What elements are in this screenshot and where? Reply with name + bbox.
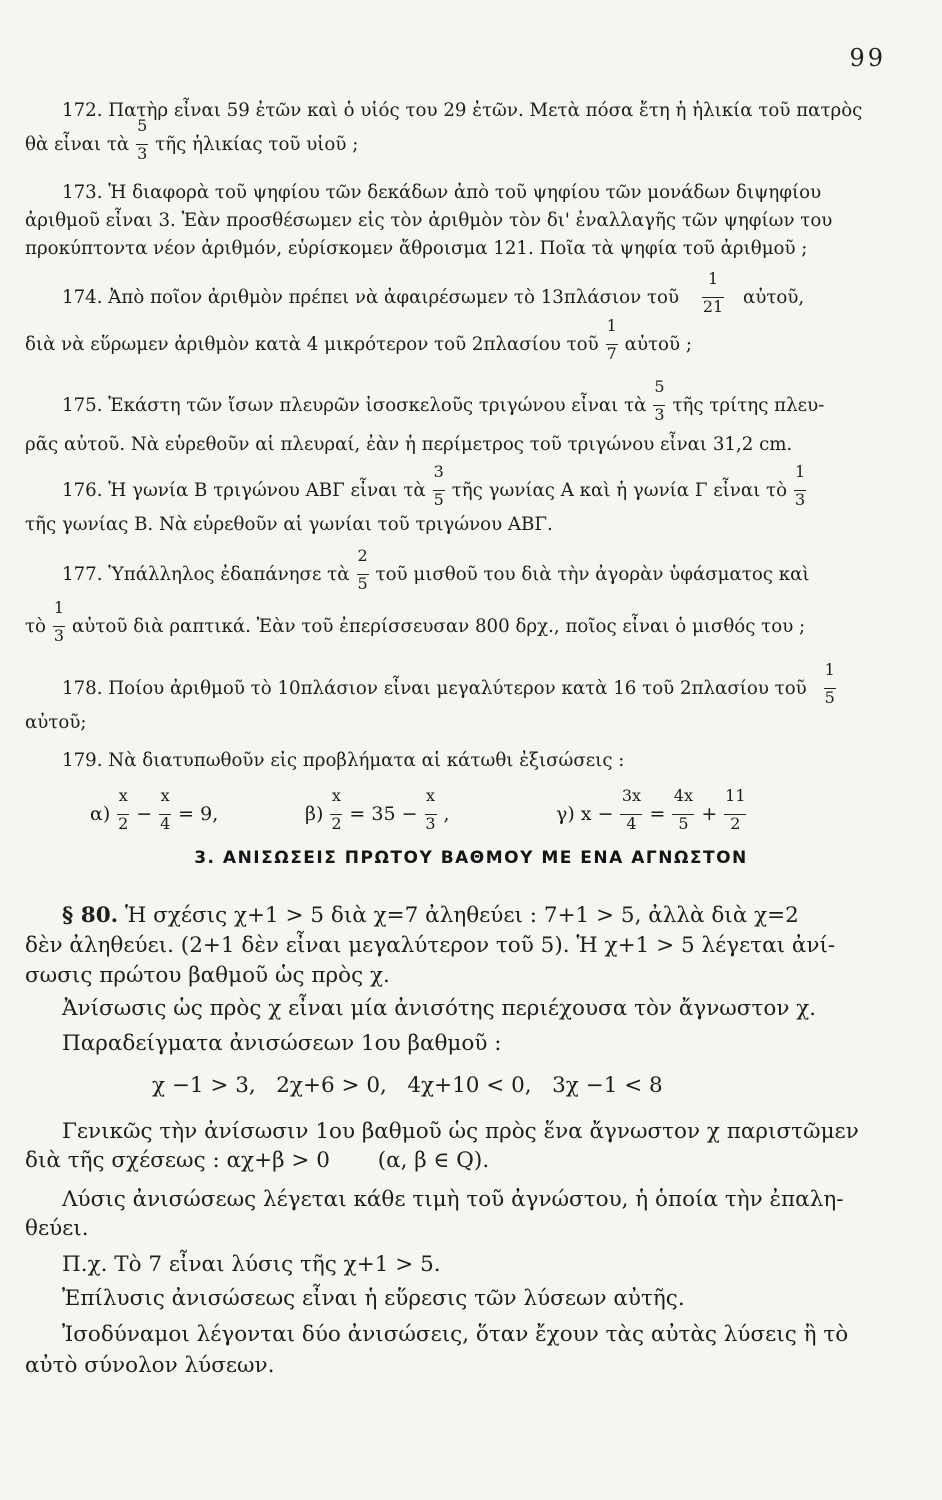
fraction-denominator: 3 [53,626,65,645]
section-title: 3. ΑΝΙΣΩΣΕΙΣ ΠΡΩΤΟΥ ΒΑΘΜΟΥ ΜΕ ΕΝΑ ΑΓΝΩΣΤΟΝ [194,848,748,868]
problem-173-line1: 173. Ἡ διαφορὰ τοῦ ψηφίου τῶν δεκάδων ἀπὸ τοῦ ψηφίου τῶν μονάδων διψηφίου [62,182,822,203]
problem-177-text-c: τὸ [25,616,47,637]
section-80-line2: δὲν ἀληθεύει. (2+1 δὲν εἶναι μεγαλύτερον τοῦ 5). Ἡ χ+1 > 5 λέγεται ἀνί- [25,933,836,958]
plus-sign: + [701,803,718,825]
fraction-1-5 [823,660,837,707]
fraction-numerator: 5 [654,377,665,396]
general-line2: διὰ τῆς σχέσεως : αχ+β > 0 (α, β ∈ Q). [25,1148,490,1173]
fraction-x-2 [116,786,130,833]
problem-175-line1 [62,377,885,424]
general-line1: Γενικῶς τὴν ἀνίσωσιν 1ου βαθμοῦ ὡς πρὸς ἕνα ἄγνωστον χ παριστῶμεν [62,1119,859,1144]
problem-172-text-b: τῆς ἡλικίας τοῦ υἱοῦ ; [155,134,359,155]
fraction-denominator: 3 [794,490,806,509]
problem-174-text-c: διὰ νὰ εὕρωμεν ἀριθμὸν κατὰ 4 μικρότερον τοῦ 2πλασίου τοῦ [25,334,599,355]
page-number: 99 [849,44,886,72]
equation-b-separator: , [443,803,450,825]
examples-intro: Παραδείγματα ἀνισώσεων 1ου βαθμοῦ : [62,1031,502,1056]
problem-177-text-d: αὐτοῦ διὰ ραπτικά. Ἐὰν τοῦ ἐπερίσσευσαν 800 δρχ., ποῖος εἶναι ὁ μισθός του ; [72,616,806,637]
fraction-numerator: 5 [137,116,148,135]
equation-a-rhs: = 9, [178,803,219,825]
problem-175-text-a: 175. Ἑκάστη τῶν ἴσων πλευρῶν ἰσοσκελοῦς τριγώνου εἶναι τὰ [62,395,647,416]
fraction-2-5 [356,546,370,593]
fraction-numerator: x [426,786,436,805]
fraction-numerator: 1 [824,660,835,679]
section-number: § 80. [62,903,119,928]
equation-b-label: β) [305,803,324,825]
equation-c-label: γ) x − [556,803,614,825]
problem-177-line1 [62,546,885,593]
definition-line: Ἀνίσωσις ὡς πρὸς χ εἶναι μία ἀνισότης περιέχουσα τὸν ἄγνωστον χ. [62,996,817,1021]
problem-172-line1: 172. Πατὴρ εἶναι 59 ἐτῶν καὶ ὁ υἱός του 29 ἐτῶν. Μετὰ πόσα ἔτη ἡ ἡλικία τοῦ πατρὸς [62,100,863,121]
fraction-3x-4 [619,786,643,833]
equation-c [556,786,753,833]
example-line: Π.χ. Τὸ 7 εἶναι λύσις τῆς χ+1 > 5. [62,1252,441,1277]
problem-177-text-a: 177. Ὑπάλληλος ἐδαπάνησε τὰ [62,564,350,585]
fraction-5-3 [652,377,666,424]
fraction-numerator: 11 [725,786,746,805]
fraction-denominator: 3 [654,405,665,424]
solution-line2: θεύει. [25,1216,89,1241]
fraction-denominator: 21 [702,297,724,316]
problem-176-line2: τῆς γωνίας Β. Νὰ εὑρεθοῦν αἱ γωνίαι τοῦ τριγώνου ΑΒΓ. [25,514,553,535]
equation-a-label: α) [90,803,111,825]
equation-b [305,786,450,833]
solving-line: Ἐπίλυσις ἀνισώσεως εἶναι ἡ εὕρεσις τῶν λύσεων αὐτῆς. [62,1286,685,1311]
problem-175-line2: ρᾶς αὐτοῦ. Νὰ εὑρεθοῦν αἱ πλευραί, ἐὰν ἡ περίμετρος τοῦ τριγώνου εἶναι 31,2 cm. [25,434,793,455]
problem-178-text-a: 178. Ποίου ἀριθμοῦ τὸ 10πλάσιον εἶναι μεγαλύτερον κατὰ 16 τοῦ 2πλασίου τοῦ [62,678,807,699]
fraction-denominator: 5 [678,814,689,833]
fraction-x-4 [158,786,172,833]
equivalent-line2: αὐτὸ σύνολον λύσεων. [25,1353,275,1378]
problem-176-text-a: 176. Ἡ γωνία Β τριγώνου ΑΒΓ εἶναι τὰ [62,480,426,501]
fraction-denominator: 5 [357,574,368,593]
equation-b-mid: = 35 − [349,803,418,825]
fraction-4x-5 [671,786,695,833]
problem-174-line1 [62,269,885,316]
fraction-1-3 [793,462,807,509]
fraction-denominator: 2 [331,814,342,833]
fraction-numerator: 1 [707,269,719,288]
problem-174-text-d: αὐτοῦ ; [624,334,692,355]
problem-179-line1: 179. Νὰ διατυπωθοῦν εἰς προβλήματα αἱ κάτωθι ἐξισώσεις : [62,750,625,771]
fraction-numerator: 1 [606,316,617,335]
problem-178-line1 [62,660,885,707]
equals-sign: = [649,803,666,825]
fraction-5-3 [135,116,149,163]
problem-175-text-b: τῆς τρίτης πλευ- [672,395,825,416]
section-80-line3: σωσις πρώτου βαθμοῦ ὡς πρὸς χ. [25,963,390,988]
fraction-denominator: 5 [824,688,835,707]
fraction-3-5 [432,462,446,509]
fraction-1-7 [605,316,619,363]
problem-176-text-b: τῆς γωνίας Α καὶ ἡ γωνία Γ εἶναι τὸ [451,480,788,501]
equation-a [90,786,219,833]
fraction-denominator: 4 [160,814,171,833]
minus-sign: − [136,803,153,825]
fraction-x-2 [329,786,343,833]
problem-178-line2: αὐτοῦ; [25,712,87,733]
fraction-denominator: 4 [626,814,637,833]
fraction-denominator: 2 [730,814,741,833]
fraction-numerator: 1 [794,462,806,481]
problem-174-text-a: 174. Ἀπὸ ποῖον ἀριθμὸν πρέπει νὰ ἀφαιρέσωμεν τὸ 13πλάσιον τοῦ [62,287,680,308]
fraction-denominator: 3 [137,144,148,163]
fraction-numerator: x [160,786,170,805]
section-80-text: Ἡ σχέσις χ+1 > 5 διὰ χ=7 ἀληθεύει : 7+1 > 5, ἀλλὰ διὰ χ=2 [124,903,799,928]
problem-176-line1 [62,462,885,509]
section-80-line1 [62,903,885,929]
fraction-denominator: 2 [118,814,129,833]
fraction-denominator: 7 [606,344,617,363]
fraction-numerator: 3 [433,462,444,481]
problem-172-line2 [25,116,885,163]
fraction-11-2 [723,786,747,833]
fraction-numerator: 1 [53,598,65,617]
fraction-1-3 [52,598,66,645]
fraction-numerator: 3x [621,786,642,805]
fraction-1-21 [701,269,725,316]
problem-173-line2: ἀριθμοῦ εἶναι 3. Ἐὰν προσθέσωμεν εἰς τὸν ἀριθμὸν τὸν δι' ἐναλλαγῆς τῶν ψηφίων του [25,210,833,231]
fraction-numerator: 2 [357,546,368,565]
equivalent-line1: Ἰσοδύναμοι λέγονται δύο ἀνισώσεις, ὅταν ἔχουν τὰς αὐτὰς λύσεις ἢ τὸ [62,1322,849,1347]
fraction-denominator: 3 [425,814,436,833]
fraction-denominator: 5 [433,490,444,509]
fraction-numerator: 4x [673,786,693,805]
fraction-x-3 [424,786,438,833]
fraction-numerator: x [118,786,128,805]
problem-174-text-b: αὐτοῦ, [743,287,805,308]
problem-173-line3: προκύπτοντα νέον ἀριθμόν, εὑρίσκομεν ἄθροισμα 121. Ποῖα τὰ ψηφία τοῦ ἀριθμοῦ ; [25,238,808,259]
problem-177-text-b: τοῦ μισθοῦ του διὰ τὴν ἀγορὰν ὑφάσματος καὶ [375,564,810,585]
problem-177-line2 [25,598,885,645]
solution-line1: Λύσις ἀνισώσεως λέγεται κάθε τιμὴ τοῦ ἀγνώστου, ἡ ὁποία τὴν ἐπαλη- [62,1187,844,1212]
problem-174-line2 [25,316,885,363]
fraction-numerator: x [331,786,341,805]
problem-172-text-a: θὰ εἶναι τὰ [25,134,130,155]
examples-line: χ −1 > 3, 2χ+6 > 0, 4χ+10 < 0, 3χ −1 < 8 [152,1073,663,1098]
